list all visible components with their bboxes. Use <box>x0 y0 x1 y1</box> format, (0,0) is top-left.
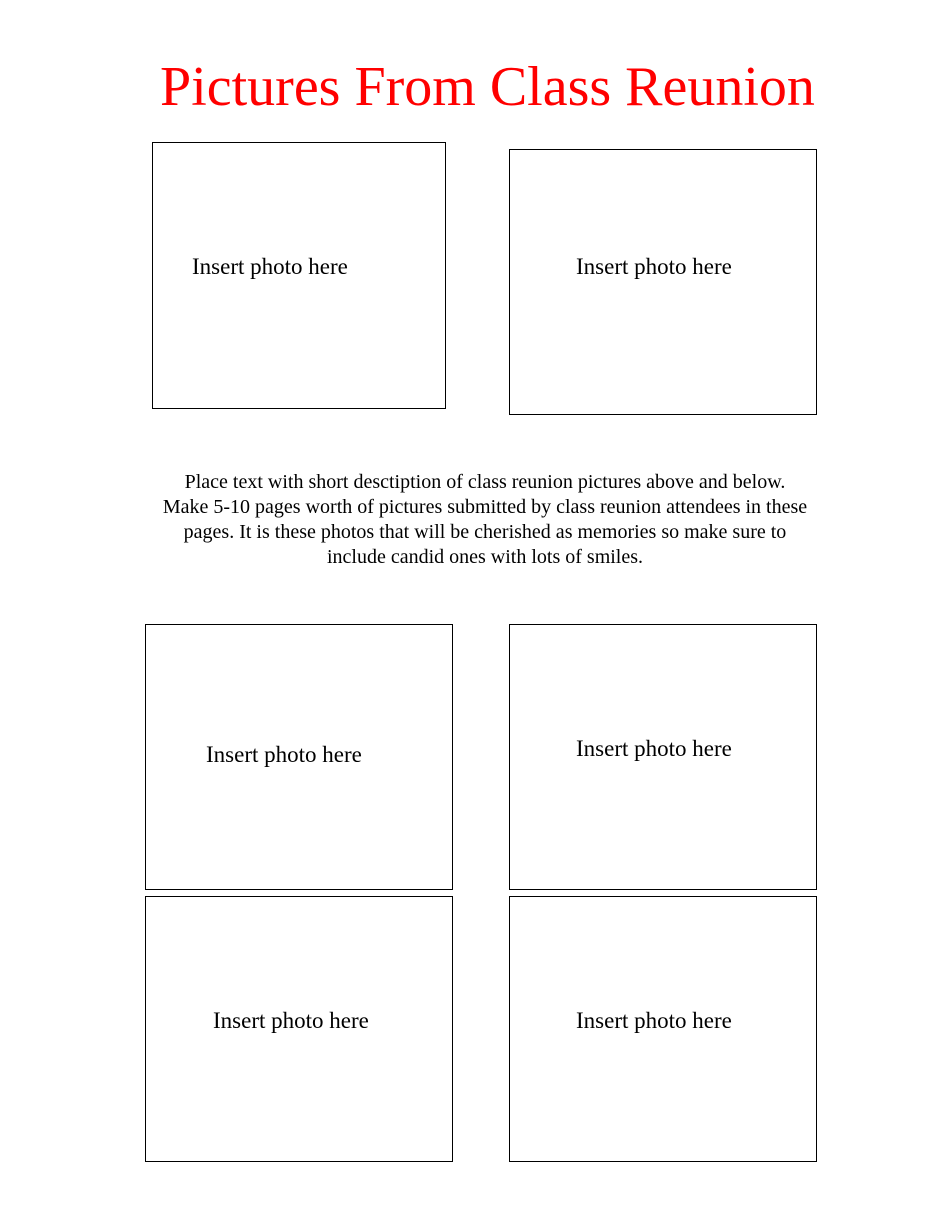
description-text: Place text with short desctiption of class reunion pictures above and below. Make 5-10 pages worth of pictures submitted by class reunion attendees in these pages. It is these photos that will be cherished as memories so make sure to include candid ones with lots of smiles. <box>162 471 808 568</box>
photo-placeholder-label: Insert photo here <box>206 742 362 767</box>
photo-placeholder-label: Insert photo here <box>213 1008 369 1033</box>
photo-placeholder-label: Insert photo here <box>576 736 732 761</box>
photo-placeholder-2[interactable] <box>509 149 817 415</box>
photo-placeholder-label: Insert photo here <box>576 254 732 279</box>
photo-placeholder-label: Insert photo here <box>192 254 348 279</box>
page-title: Pictures From Class Reunion <box>160 56 815 118</box>
photo-placeholder-1[interactable] <box>152 142 446 409</box>
photo-placeholder-6[interactable] <box>509 896 817 1162</box>
photo-placeholder-label: Insert photo here <box>576 1008 732 1033</box>
photo-placeholder-3[interactable] <box>145 624 453 890</box>
photo-placeholder-5[interactable] <box>145 896 453 1162</box>
photo-placeholder-4[interactable] <box>509 624 817 890</box>
